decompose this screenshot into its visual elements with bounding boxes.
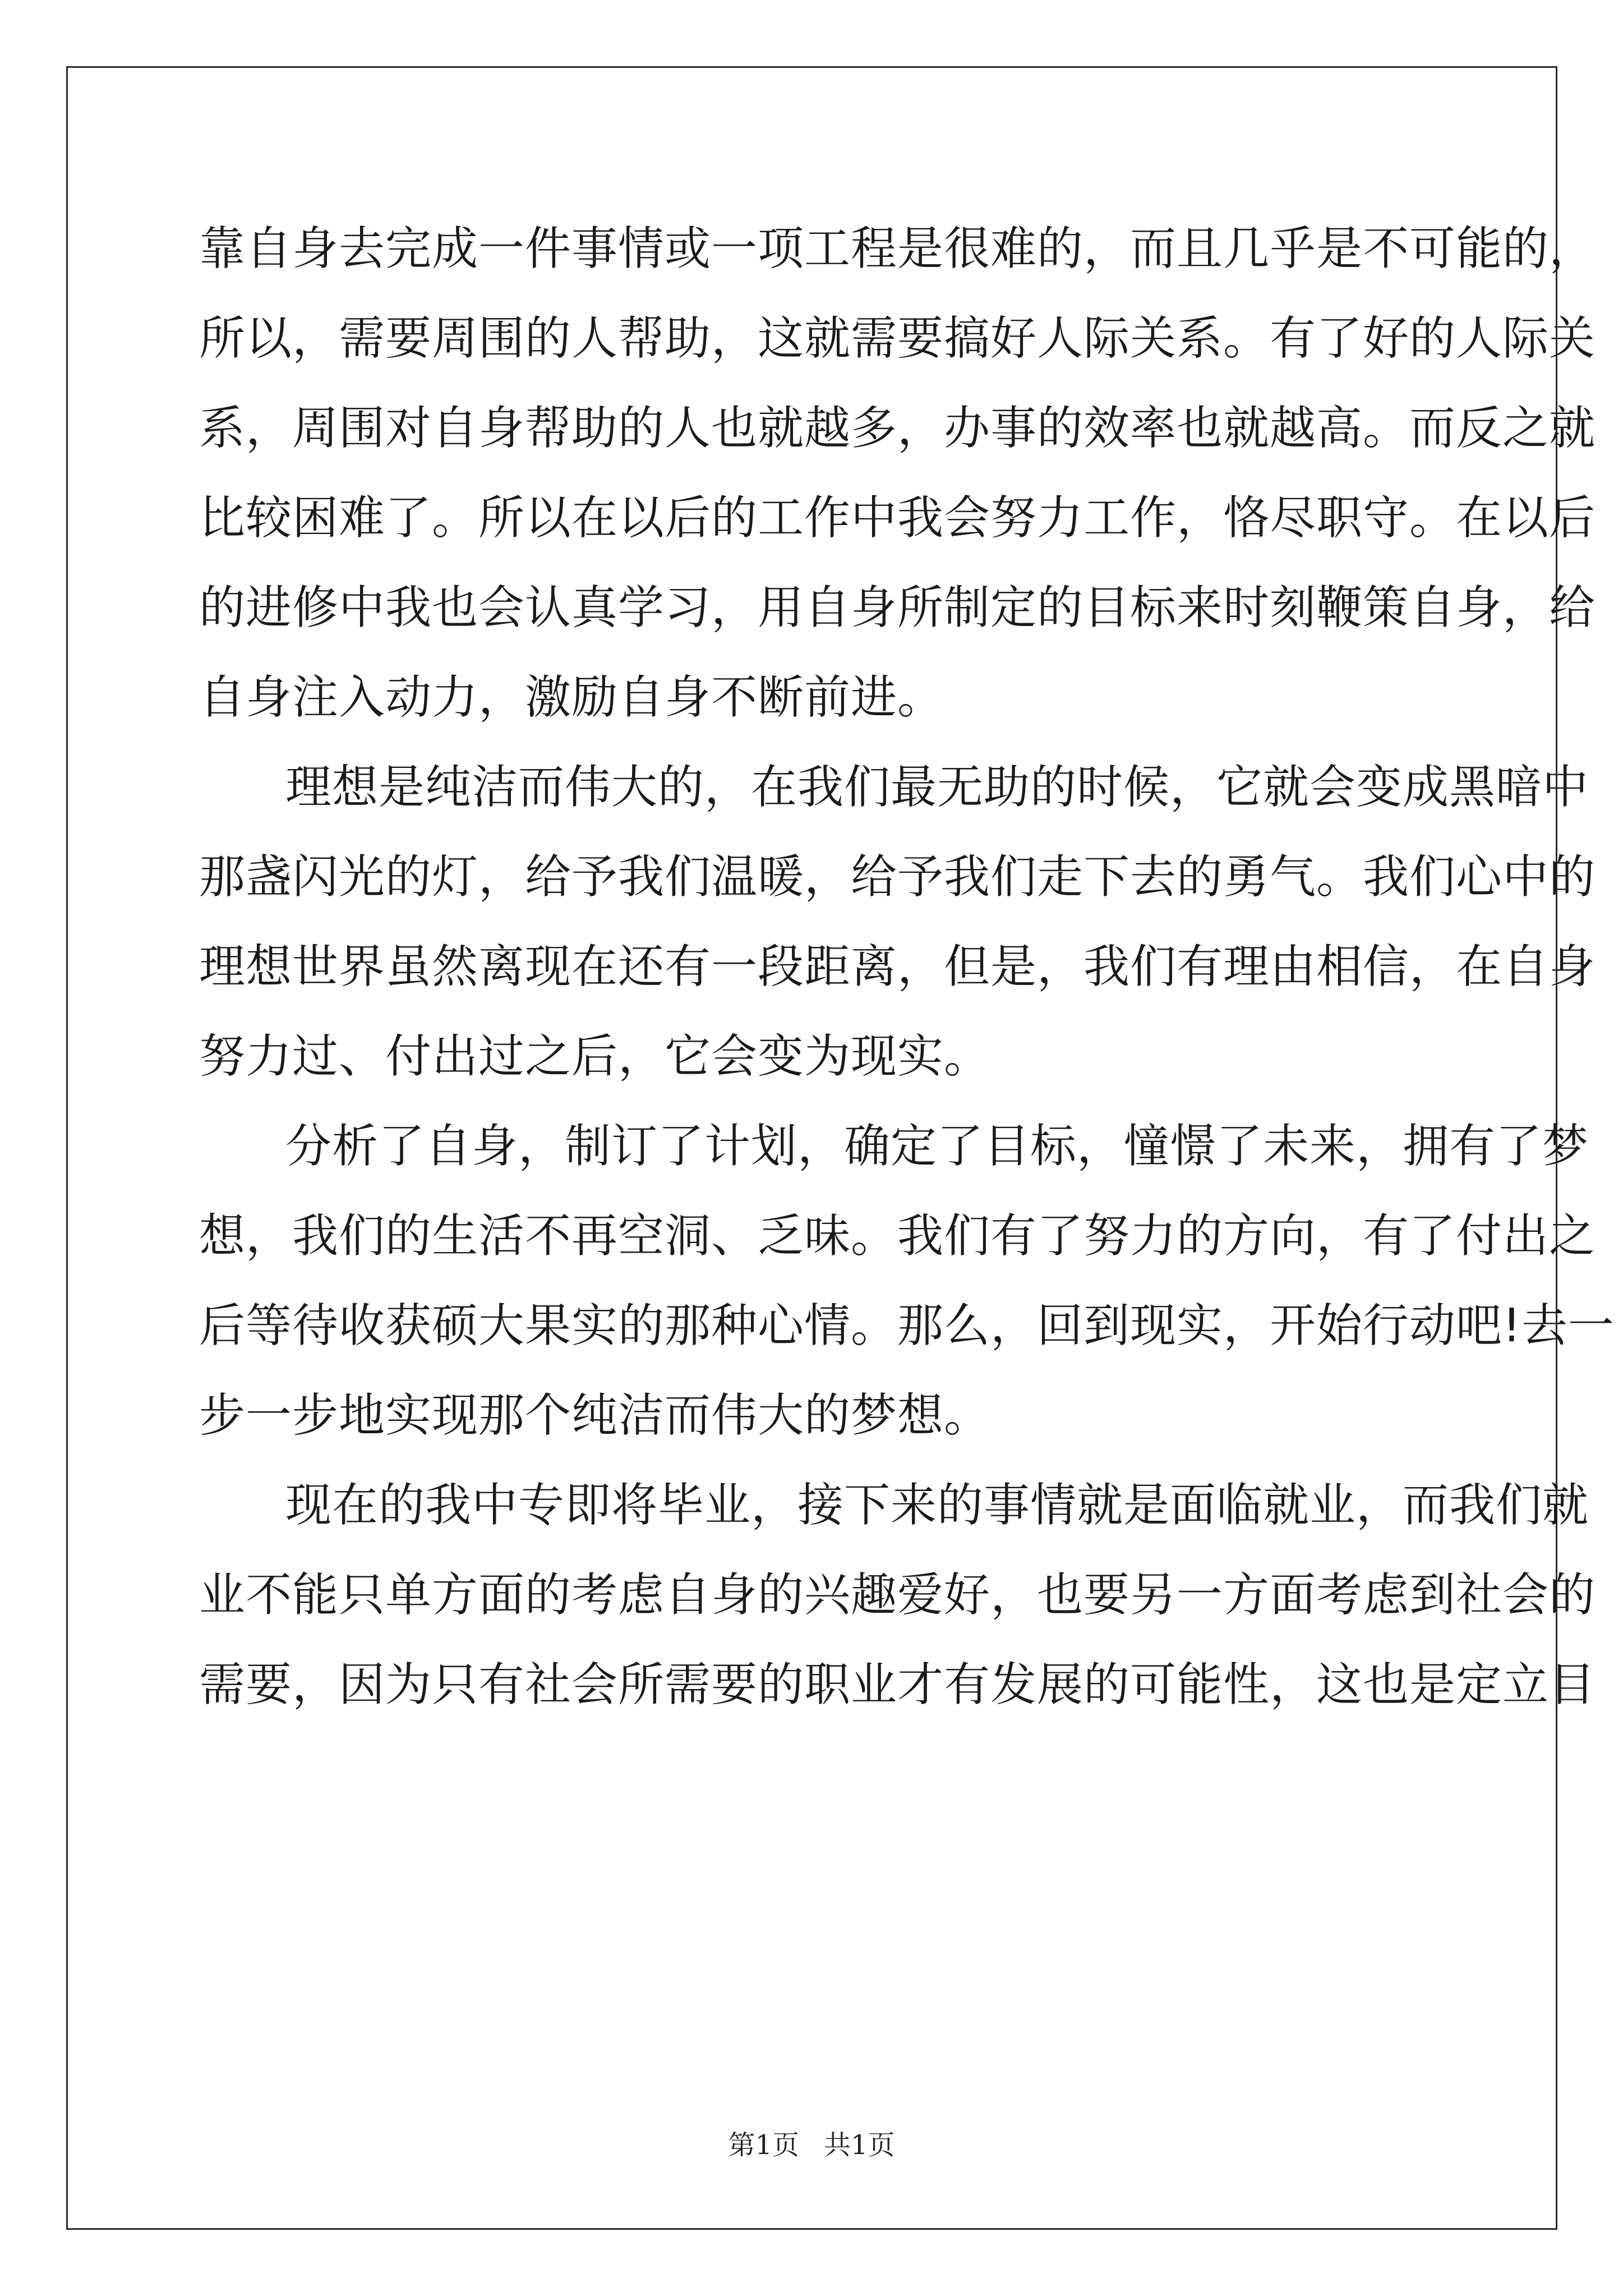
text-line: 那盏闪光的灯，给予我们温暖，给予我们走下去的勇气。我们心中的 bbox=[199, 850, 1596, 904]
text-line: 现在的我中专即将毕业，接下来的事情就是面临就业，而我们就 bbox=[285, 1479, 1589, 1532]
text-line: 步一步地实现那个纯洁而伟大的梦想。 bbox=[199, 1389, 991, 1442]
text-line: 分析了自身，制订了计划，确定了目标，憧憬了未来，拥有了梦 bbox=[285, 1120, 1589, 1173]
text-line: 靠自身去完成一件事情或一项工程是很难的，而且几乎是不可能的， bbox=[199, 222, 1596, 275]
text-line: 比较困难了。所以在以后的工作中我会努力工作，恪尽职守。在以后 bbox=[199, 491, 1596, 545]
page-footer bbox=[0, 2128, 1623, 2162]
text-line: 所以，需要周围的人帮助，这就需要搞好人际关系。有了好的人际关 bbox=[199, 312, 1596, 365]
text-line: 业不能只单方面的考虑自身的兴趣爱好，也要另一方面考虑到社会的 bbox=[199, 1568, 1596, 1622]
text-line: 想，我们的生活不再空洞、乏味。我们有了努力的方向，有了付出之 bbox=[199, 1209, 1596, 1263]
text-line: 自身注入动力，激励自身不断前进。 bbox=[199, 671, 944, 724]
text-line: 系，周围对自身帮助的人也就越多，办事的效率也就越高。而反之就 bbox=[199, 402, 1596, 455]
text-line: 的进修中我也会认真学习，用自身所制定的目标来时刻鞭策自身，给 bbox=[199, 581, 1596, 634]
text-line: 后等待收获硕大果实的那种心情。那么，回到现实，开始行动吧!去一 bbox=[199, 1299, 1615, 1352]
page-total: 共1页 bbox=[824, 2129, 895, 2161]
text-line: 需要，因为只有社会所需要的职业才有发展的可能性，这也是定立目 bbox=[199, 1658, 1596, 1711]
document-body bbox=[199, 204, 1615, 1730]
text-line: 理想世界虽然离现在还有一段距离，但是，我们有理由相信，在自身 bbox=[199, 940, 1596, 993]
page-number: 第1页 bbox=[728, 2129, 799, 2161]
text-line: 努力过、付出过之后，它会变为现实。 bbox=[199, 1030, 991, 1083]
text-line: 理想是纯洁而伟大的，在我们最无助的时候，它就会变成黑暗中 bbox=[285, 761, 1589, 814]
